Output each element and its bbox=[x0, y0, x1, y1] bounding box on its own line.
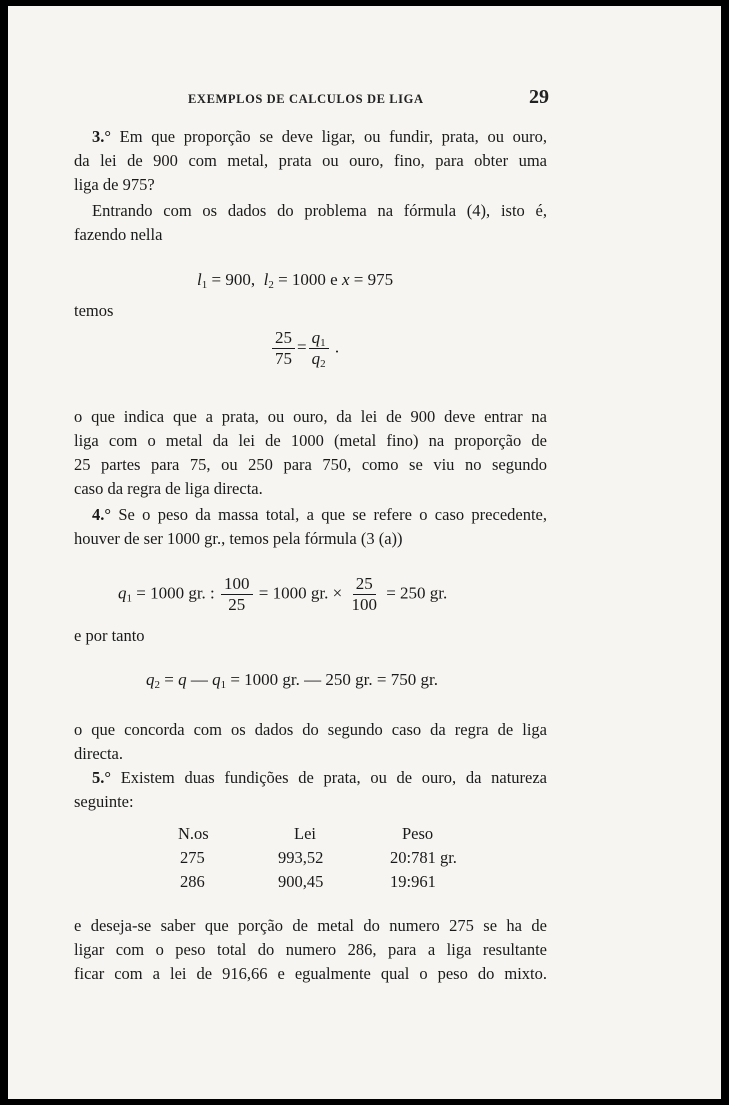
table-cell: 19:961 bbox=[390, 872, 436, 891]
problem3-label: 3.° bbox=[92, 127, 111, 146]
problem5-line1: 5.° Existem duas fundições de prata, ou de ouro, da natureza bbox=[92, 768, 547, 787]
book-page bbox=[8, 6, 721, 1099]
running-title: EXEMPLOS DE CALCULOS DE LIGA bbox=[188, 92, 424, 106]
problem3-line1: 3.° Em que proporção se deve ligar, ou fundir, prata, ou ouro, bbox=[92, 127, 547, 146]
table-header-peso: Peso bbox=[402, 824, 434, 843]
table-cell: 275 bbox=[180, 848, 205, 867]
ratio-right-fraction: $\frac{q_1}{q_2}$ bbox=[309, 328, 329, 369]
problem4-line1: 4.° Se o peso da massa total, a que se refere o caso precedente, bbox=[92, 505, 548, 524]
conclusion2-line2: directa. bbox=[74, 744, 124, 763]
ratio-equation: $\frac{25}{75}$ = $\frac{q_1}{q_2}$ . bbox=[270, 328, 339, 369]
q1-equation: $q_1 = 1000$ gr. : $\frac{100}{25}$ = 1000 gr. × $\frac{25}{100}$ = 250 gr. bbox=[118, 574, 448, 614]
final-line2: ligar com o peso total do numero 286, para a liga resultante bbox=[74, 940, 547, 959]
q1-fraction-2: $\frac{25}{100}$ bbox=[351, 574, 377, 614]
problem4-line2: houver de ser 1000 gr., temos pela fórmula (3 (a)) bbox=[74, 529, 403, 548]
table-cell: 993,52 bbox=[278, 848, 324, 867]
problem5-label: 5.° bbox=[92, 768, 111, 787]
table-cell: 20:781 gr. bbox=[390, 848, 457, 867]
table-cell: 286 bbox=[180, 872, 205, 891]
page-number: 29 bbox=[529, 86, 549, 108]
table-cell: 900,45 bbox=[278, 872, 324, 891]
conclusion1-line4: caso da regra de liga directa. bbox=[74, 479, 263, 498]
values-equation: $l_1 = 900$, $l_2 = 1000$ e x = 975 bbox=[197, 270, 394, 291]
conclusion2-line1: o que concorda com os dados do segundo caso da regra de liga bbox=[74, 720, 547, 739]
table-header-number: N.os bbox=[178, 824, 209, 843]
conclusion1-line1: o que indica que a prata, ou ouro, da lei de 900 deve entrar na bbox=[74, 407, 547, 426]
problem5-line2: seguinte: bbox=[74, 792, 134, 811]
problem3-line3: liga de 975? bbox=[74, 175, 155, 194]
por-tanto: e por tanto bbox=[74, 626, 145, 645]
entering-line1: Entrando com os dados do problema na fórmula (4), isto é, bbox=[92, 201, 547, 220]
conclusion1-line2: liga com o metal da lei de 1000 (metal fino) na proporção de bbox=[74, 431, 547, 450]
ratio-left-fraction: $\frac{25}{75}$ bbox=[272, 328, 295, 369]
q2-equation: $q_2 = q$ — $q_1 = 1000$ gr. — 250 gr. = 750 gr. bbox=[146, 670, 438, 691]
q1-fraction-1: $\frac{100}{25}$ bbox=[221, 574, 253, 615]
problem3-line2: da lei de 900 com metal, prata ou ouro, fino, para obter uma bbox=[74, 151, 547, 170]
final-line3: ficar com a lei de 916,66 e egualmente qual o peso do mixto. bbox=[74, 964, 547, 983]
entering-line2: fazendo nella bbox=[74, 225, 163, 244]
temos-label: temos bbox=[74, 301, 114, 320]
problem4-label: 4.° bbox=[92, 505, 111, 524]
table-header-lei: Lei bbox=[294, 824, 316, 843]
final-line1: e deseja-se saber que porção de metal do numero 275 se ha de bbox=[74, 916, 547, 935]
conclusion1-line3: 25 partes para 75, ou 250 para 750, como se viu no segundo bbox=[74, 455, 547, 474]
